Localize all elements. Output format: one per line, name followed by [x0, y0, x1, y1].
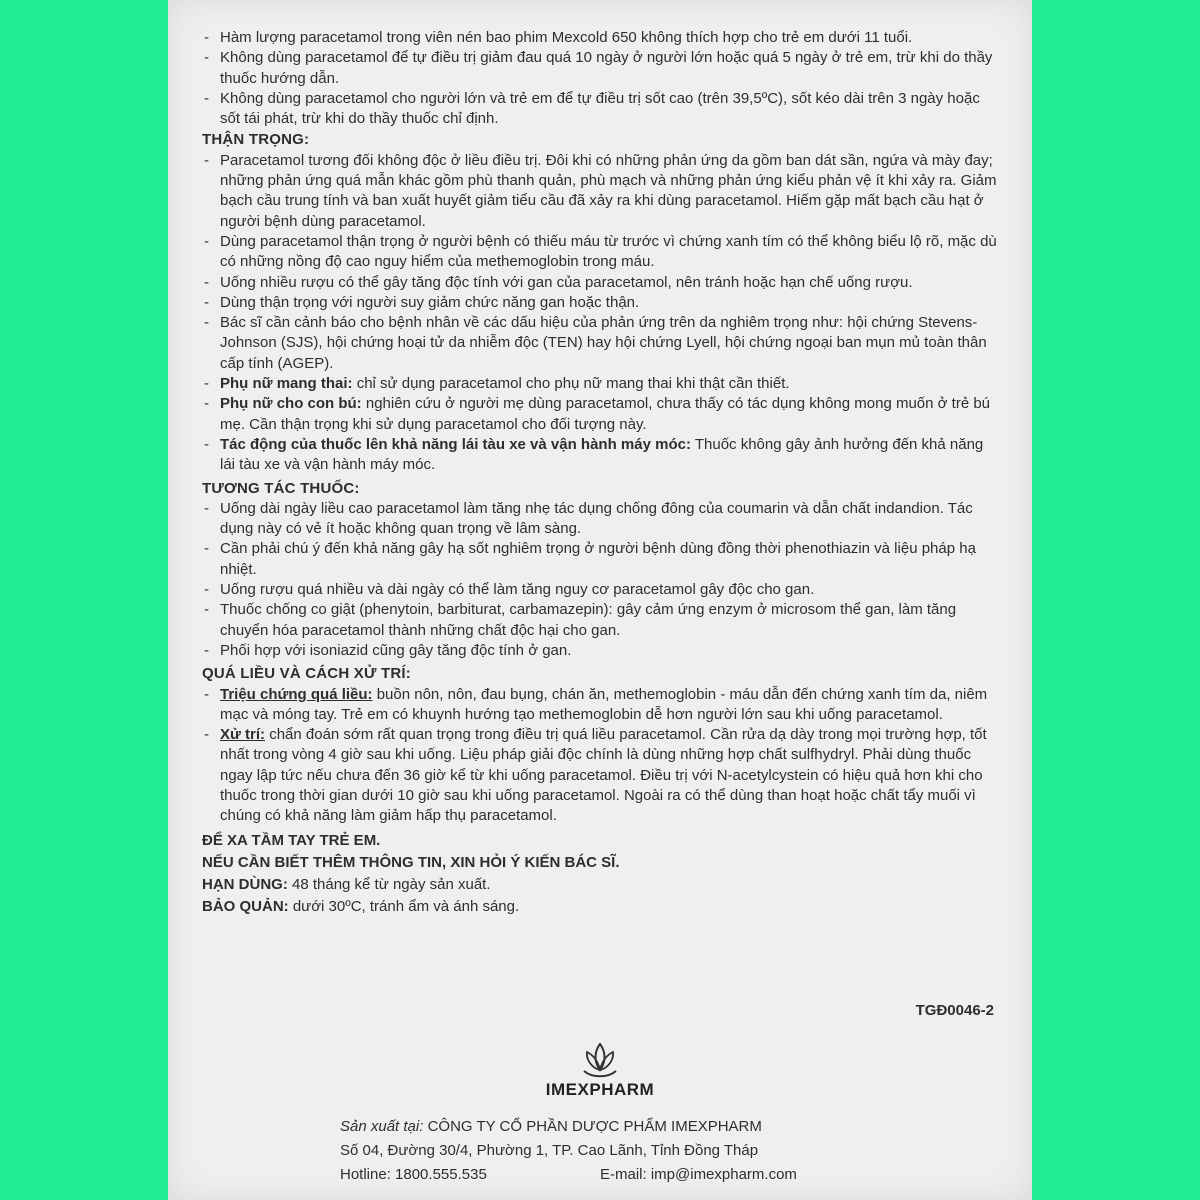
- treatment-text: chẩn đoán sớm rất quan trọng trong điều trị quá liều paracetamol. Cần rửa dạ dày trong mọi trường hợp, tốt nhất trong vòng 4 giờ sau khi uống. Liệu pháp giải độc chính là dùng những hợp chất sulfhydryl. Phải dùng thuốc ngay lập tức nếu chưa đến 36 giờ kể từ khi uống paracetamol. Điều trị với N-acetylcystein có hiệu quả hơn khi cho thuốc trong thời gian dưới 10 giờ sau khi uống paracetamol. Ngoài ra có thể dùng than hoạt hoặc chất tẩy muối vì chúng có khả năng làm giảm hấp thụ paracetamol.: [220, 726, 987, 825]
- interaction-item: - Uống rượu quá nhiều và dài ngày có thể làm tăng nguy cơ paracetamol gây độc cho gan.: [202, 580, 998, 600]
- driving-label: Tác động của thuốc lên khả năng lái tàu xe và vận hành máy móc:: [220, 435, 691, 453]
- expiry-text: 48 tháng kể từ ngày sản xuất.: [287, 876, 491, 894]
- driving-text: Thuốc không gây ảnh hưởng đến khả năng lái tàu xe và vận hành máy móc.: [220, 435, 984, 474]
- leaflet-page: [168, 0, 1032, 1200]
- brand-name: IMEXPHARM: [545, 1080, 655, 1099]
- leaflet-content: [202, 28, 998, 918]
- storage-line: [202, 897, 998, 917]
- symptoms-text: buồn nôn, nôn, đau bụng, chán ăn, methemoglobin - máu dẫn đến chứng xanh tím da, niêm mạc và móng tay. Trẻ em có khuynh hướng tạo methemoglobin dễ hơn người lớn sau khi uống paracetamol.: [220, 685, 988, 723]
- contraindication-item: - Hàm lượng paracetamol trong viên nén bao phim Mexcold 650 không thích hợp cho trẻ em dưới 11 tuổi.: [202, 28, 998, 48]
- lactation-item: [202, 394, 998, 435]
- interactions-heading: TƯƠNG TÁC THUỐC:: [202, 479, 360, 497]
- symptoms-label: Triệu chứng quá liều:: [220, 685, 373, 703]
- manufacturer-line: [340, 1115, 797, 1139]
- lactation-text: nghiên cứu ở người mẹ dùng paracetamol, chưa thấy có tác dụng không mong muốn ở trẻ bú mẹ. Cần thận trọng khi sử dụng paracetamol cho đối tượng này.: [220, 395, 991, 433]
- pregnancy-item: [202, 374, 998, 394]
- hotline: Hotline: 1800.555.535: [340, 1166, 487, 1183]
- manufacturer-info: [340, 1115, 797, 1187]
- pregnancy-text: chỉ sử dụng paracetamol cho phụ nữ mang thai khi thật cần thiết.: [352, 375, 790, 393]
- precaution-item: - Uống nhiều rượu có thể gây tăng độc tính với gan của paracetamol, nên tránh hoặc hạn chế uống rượu.: [202, 273, 998, 293]
- lotus-logo-icon: [570, 1040, 630, 1080]
- driving-item: [202, 435, 998, 476]
- ask-doctor-warning: NẾU CẦN BIẾT THÊM THÔNG TIN, XIN HỎI Ý KIẾN BÁC SĨ.: [202, 853, 620, 871]
- precaution-item: - Dùng paracetamol thận trọng ở người bệnh có thiếu máu từ trước vì chứng xanh tím có thể không biểu lộ rõ, mặc dù có những nồng độ cao nguy hiểm của methemoglobin trong máu.: [202, 232, 998, 273]
- overdose-symptoms-item: [202, 685, 998, 726]
- interaction-item: - Phối hợp với isoniazid cũng gây tăng độc tính ở gan.: [202, 641, 998, 661]
- company-name: CÔNG TY CỔ PHẦN DƯỢC PHẨM IMEXPHARM: [427, 1118, 762, 1135]
- company-address: Số 04, Đường 30/4, Phường 1, TP. Cao Lãnh, Tỉnh Đồng Tháp: [340, 1142, 759, 1159]
- precaution-item: - Paracetamol tương đối không độc ở liều điều trị. Đôi khi có những phản ứng da gồm ban dát sần, ngứa và mày đay; những phản ứng quá mẫn khác gồm phù thanh quản, phù mạch và những phản ứng kiểu phản vệ ít khi xảy ra. Giảm bạch cầu trung tính và ban xuất huyết giảm tiểu cầu đã xảy ra khi dùng paracetamol. Hiếm gặp mất bạch cầu hạt ở người bệnh dùng paracetamol.: [202, 151, 998, 232]
- contact-line: [340, 1163, 797, 1187]
- company-logo: [168, 1040, 1032, 1100]
- overdose-treatment-item: [202, 725, 998, 826]
- document-code: TGĐ0046-2: [915, 1002, 994, 1019]
- precautions-heading: THẬN TRỌNG:: [202, 131, 310, 149]
- interaction-item: - Uống dài ngày liều cao paracetamol làm tăng nhẹ tác dụng chống đông của coumarin và dẫn chất indandion. Tác dụng này có vẻ ít hoặc không quan trọng về lâm sàng.: [202, 499, 998, 540]
- expiry-line: [202, 875, 998, 895]
- overdose-heading: QUÁ LIỀU VÀ CÁCH XỬ TRÍ:: [202, 665, 411, 683]
- keep-away-warning: ĐỂ XA TẦM TAY TRẺ EM.: [202, 831, 381, 849]
- storage-label: BẢO QUẢN:: [202, 898, 289, 916]
- contraindication-item: - Không dùng paracetamol để tự điều trị giảm đau quá 10 ngày ở người lớn hoặc quá 5 ngày ở trẻ em, trừ khi do thầy thuốc hướng dẫn.: [202, 48, 998, 89]
- storage-text: dưới 30ºC, tránh ẩm và ánh sáng.: [288, 898, 520, 916]
- interaction-item: - Thuốc chống co giật (phenytoin, barbiturat, carbamazepin): gây cảm ứng enzym ở microsom thể gan, làm tăng chuyển hóa paracetamol thành những chất độc hại cho gan.: [202, 600, 998, 641]
- interaction-item: - Cần phải chú ý đến khả năng gây hạ sốt nghiêm trọng ở người bệnh dùng đồng thời phenothiazin và liệu pháp hạ nhiệt.: [202, 539, 998, 580]
- pregnancy-label: Phụ nữ mang thai:: [220, 375, 353, 393]
- treatment-label: Xử trí:: [220, 726, 266, 744]
- contraindication-item: - Không dùng paracetamol cho người lớn và trẻ em để tự điều trị sốt cao (trên 39,5ºC), sốt kéo dài trên 3 ngày hoặc sốt tái phát, trừ khi do thầy thuốc chỉ định.: [202, 89, 998, 130]
- lactation-label: Phụ nữ cho con bú:: [220, 395, 362, 413]
- made-by-label: Sản xuất tại:: [340, 1118, 424, 1135]
- precaution-item: - Dùng thận trọng với người suy giảm chức năng gan hoặc thận.: [202, 293, 998, 313]
- email: E-mail: imp@imexpharm.com: [600, 1166, 797, 1183]
- expiry-label: HẠN DÙNG:: [202, 876, 288, 894]
- precaution-item: - Bác sĩ cần cảnh báo cho bệnh nhân về các dấu hiệu của phản ứng trên da nghiêm trọng như: hội chứng Stevens-Johnson (SJS), hội chứng hoại tử da nhiễm độc (TEN) hay hội chứng Lyell, hội chứng ngoại ban mụn mủ toàn thân cấp tính (AGEP).: [202, 313, 998, 374]
